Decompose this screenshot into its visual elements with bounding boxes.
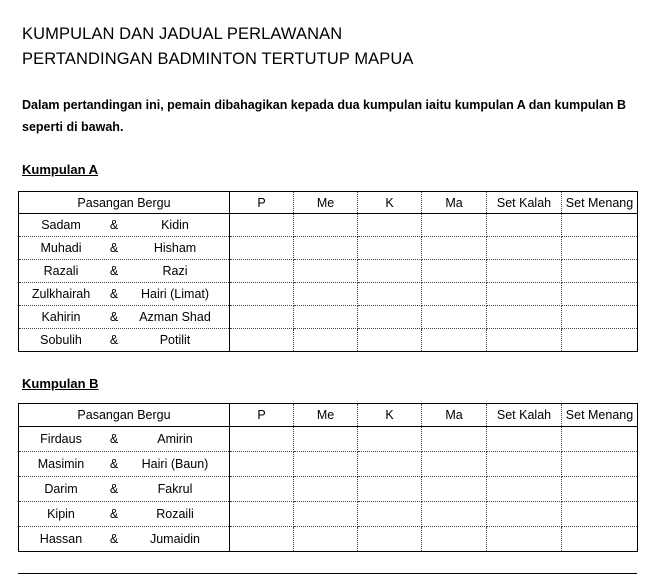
score-cell [487,214,562,237]
table-row [19,214,638,237]
group-a-heading: Kumpulan A [22,162,99,177]
score-cell [230,214,294,237]
score-cell [487,283,562,306]
column-header: P [230,192,294,214]
player-1-name: Firdaus [40,432,82,446]
column-header: P [230,404,294,427]
score-cell [358,329,422,352]
ampersand: & [109,432,119,446]
score-cell [294,427,358,452]
score-cell [230,477,294,502]
column-header: K [358,192,422,214]
score-cell [230,329,294,352]
score-cell [487,527,562,552]
column-header: Set Kalah [487,192,562,214]
score-cell [358,260,422,283]
score-cell [562,452,638,477]
score-cell [422,237,487,260]
score-cell [562,527,638,552]
score-cell [294,306,358,329]
score-cell [294,477,358,502]
doubles-pair-cell [19,306,230,329]
table-row [19,452,638,477]
doubles-pair-cell [19,214,230,237]
doubles-pair-cell [19,502,230,527]
score-cell [358,214,422,237]
column-header: Set Menang [562,404,638,427]
doubles-pair-cell [19,452,230,477]
score-cell [294,329,358,352]
table-row [19,477,638,502]
intro-paragraph: Dalam pertandingan ini, pemain dibahagikan kepada dua kumpulan iaitu kumpulan A dan kumpulan B seperti di bawah. [22,98,627,134]
score-cell [487,477,562,502]
score-cell [562,306,638,329]
score-cell [358,306,422,329]
column-header: Pasangan Bergu [19,404,230,427]
score-cell [487,452,562,477]
score-cell [358,527,422,552]
table-row [19,502,638,527]
table-row [19,527,638,552]
doubles-pair-cell [19,260,230,283]
score-cell [358,502,422,527]
score-cell [487,427,562,452]
player-2-name: Amirin [157,432,193,446]
score-cell [230,283,294,306]
score-cell [422,283,487,306]
score-cell [422,502,487,527]
ampersand: & [109,241,119,255]
player-2-name: Potilit [159,333,191,347]
player-1-name: Razali [43,264,79,278]
score-cell [230,452,294,477]
score-cell [294,214,358,237]
column-header: K [358,404,422,427]
ampersand: & [109,218,119,232]
player-2-name: Hisham [153,241,197,255]
score-cell [422,477,487,502]
score-cell [294,527,358,552]
score-cell [294,237,358,260]
score-cell [422,427,487,452]
bottom-divider [18,573,637,574]
player-1-name: Sobulih [40,333,82,347]
score-cell [422,260,487,283]
column-header: Set Menang [562,192,638,214]
ampersand: & [109,264,119,278]
score-cell [422,527,487,552]
ampersand: & [109,457,119,471]
score-cell [422,214,487,237]
score-cell [230,260,294,283]
table-row [19,260,638,283]
score-cell [487,237,562,260]
table-row [19,427,638,452]
score-cell [562,283,638,306]
doubles-pair-cell [19,527,230,552]
column-header: Me [294,192,358,214]
column-header: Pasangan Bergu [19,192,230,214]
score-cell [294,283,358,306]
score-cell [230,527,294,552]
score-cell [562,260,638,283]
score-cell [487,306,562,329]
table-row [19,329,638,352]
table-row [19,237,638,260]
player-1-name: Hassan [39,532,83,546]
group-a-table [18,191,638,352]
doubles-pair-cell [19,477,230,502]
player-2-name: Hairi (Baun) [141,457,209,471]
score-cell [230,502,294,527]
column-header: Ma [422,404,487,427]
doubles-pair-cell [19,283,230,306]
document-title [22,22,414,72]
player-2-name: Jumaidin [149,532,201,546]
player-1-name: Kahirin [41,310,81,324]
score-cell [230,306,294,329]
score-cell [422,329,487,352]
table-row [19,306,638,329]
score-cell [358,283,422,306]
player-1-name: Darim [44,482,78,496]
player-2-name: Rozaili [156,507,194,521]
doubles-pair-cell [19,329,230,352]
score-cell [358,237,422,260]
score-cell [422,452,487,477]
column-header: Me [294,404,358,427]
group-b-table [18,403,638,552]
player-1-name: Kipin [47,507,75,521]
ampersand: & [109,287,119,301]
doubles-pair-cell [19,427,230,452]
column-header: Ma [422,192,487,214]
player-2-name: Kidin [161,218,189,232]
score-cell [562,477,638,502]
score-cell [294,452,358,477]
table-header-row [19,192,638,214]
score-cell [422,306,487,329]
player-1-name: Sadam [41,218,81,232]
table-header-row [19,404,638,427]
player-1-name: Zulkhairah [31,287,91,301]
player-2-name: Fakrul [157,482,193,496]
ampersand: & [109,310,119,324]
ampersand: & [109,507,119,521]
player-2-name: Razi [162,264,188,278]
score-cell [562,237,638,260]
score-cell [294,260,358,283]
table-row [19,283,638,306]
score-cell [358,452,422,477]
score-cell [358,477,422,502]
ampersand: & [109,532,119,546]
score-cell [358,427,422,452]
player-2-name: Azman Shad [139,310,211,324]
score-cell [487,329,562,352]
score-cell [487,260,562,283]
score-cell [562,427,638,452]
doubles-pair-cell [19,237,230,260]
score-cell [562,329,638,352]
score-cell [230,427,294,452]
score-cell [562,502,638,527]
title-line-2: PERTANDINGAN BADMINTON TERTUTUP MAPUA [22,50,414,68]
ampersand: & [109,482,119,496]
title-line-1: KUMPULAN DAN JADUAL PERLAWANAN [22,25,343,43]
player-1-name: Muhadi [40,241,82,255]
score-cell [294,502,358,527]
column-header: Set Kalah [487,404,562,427]
player-1-name: Masimin [37,457,85,471]
ampersand: & [109,333,119,347]
score-cell [230,237,294,260]
score-cell [562,214,638,237]
score-cell [487,502,562,527]
player-2-name: Hairi (Limat) [140,287,210,301]
group-b-heading: Kumpulan B [22,376,99,391]
